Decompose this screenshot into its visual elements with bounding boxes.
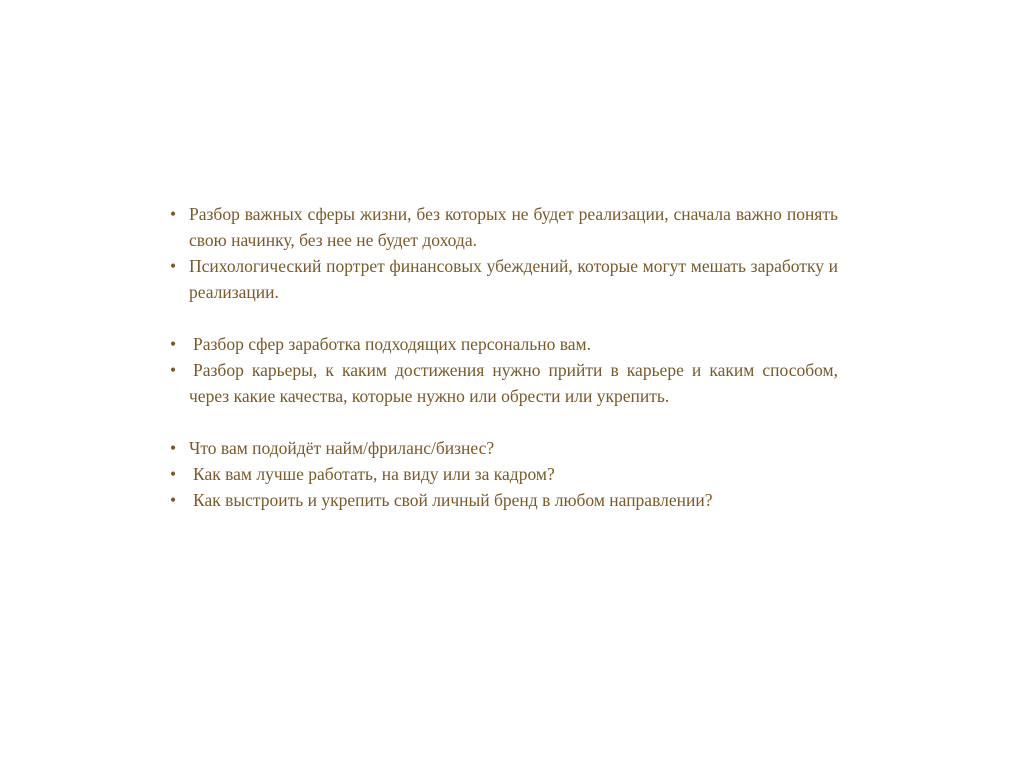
list-item (170, 201, 838, 253)
list-item (170, 253, 838, 305)
bullet-icon: • (170, 256, 177, 276)
bullet-group-1 (170, 201, 838, 305)
bullet-icon: • (170, 360, 177, 380)
bullet-icon: • (170, 334, 177, 354)
list-item (170, 331, 838, 357)
list-item-text: Психологический портрет финансовых убеждений, которые могут мешать заработку и реализации. (189, 256, 838, 302)
bullet-icon: • (170, 490, 177, 510)
list-item (170, 435, 838, 461)
list-item (170, 461, 838, 487)
bullet-icon: • (170, 438, 177, 458)
list-item-text: Разбор сфер заработка подходящих персонально вам. (193, 334, 591, 354)
list-item-text: Разбор карьеры, к каким достижения нужно прийти в карьере и каким способом, через какие качества, которые нужно или обрести или укрепить. (189, 360, 838, 406)
list-item-text: Что вам подойдёт найм/фриланс/бизнес? (189, 438, 495, 458)
list-item (170, 357, 838, 409)
bullet-group-3 (170, 435, 838, 513)
bullet-content (170, 201, 838, 513)
bullet-icon: • (170, 204, 177, 224)
list-item-text: Как выстроить и укрепить свой личный бренд в любом направлении? (193, 490, 713, 510)
bullet-icon: • (170, 464, 177, 484)
bullet-group-2 (170, 331, 838, 409)
list-item-text: Как вам лучше работать, на виду или за кадром? (193, 464, 555, 484)
list-item (170, 487, 838, 513)
list-item-text: Разбор важных сферы жизни, без которых не будет реализации, сначала важно понять свою начинку, без нее не будет дохода. (189, 204, 838, 250)
